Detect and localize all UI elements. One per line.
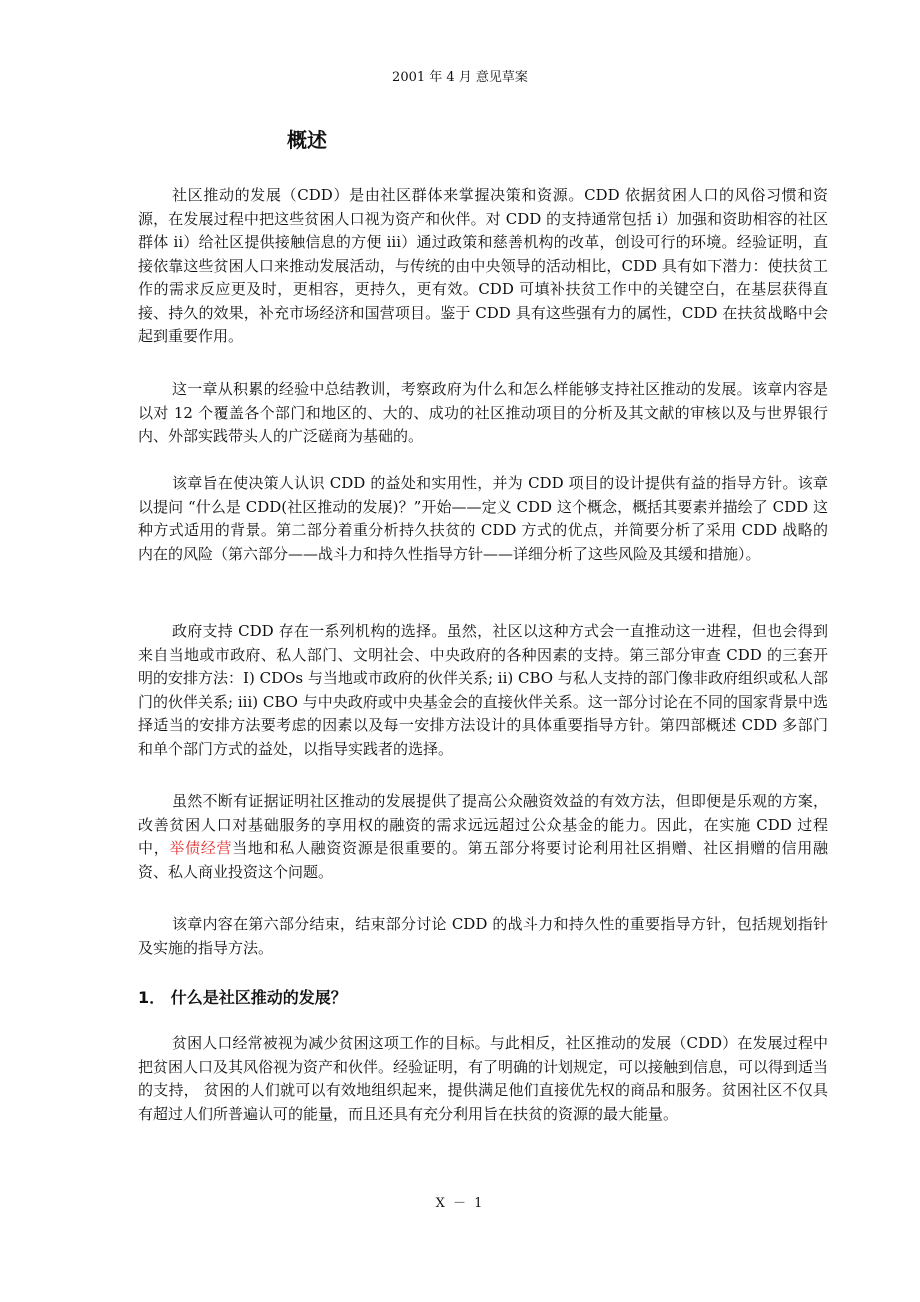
page-title: 概述 bbox=[287, 128, 327, 152]
paragraph-conclusion: 该章内容在第六部分结束，结束部分讨论 CDD 的战斗力和持久性的重要指导方针，包括规划指针及实施的指导方法。 bbox=[138, 915, 828, 957]
financing-text-after: 当地和私人融资资源是很重要的。第五部分将要讨论利用社区捐赠、社区捐赠的信用融资、私人商业投资这个问题。 bbox=[138, 839, 828, 881]
page-number: X － 1 bbox=[435, 1196, 485, 1211]
paragraph-financing bbox=[138, 790, 828, 884]
paragraph-intro: 社区推动的发展（CDD）是由社区群体来掌握决策和资源。CDD 依据贫困人口的风俗习惯和资源，在发展过程中把这些贫困人口视为资产和伙伴。对 CDD 的支持通常包括 i）加强和资助相容的社区群体 ii）给社区提供接触信息的方便 iii）通过政策和慈善机构的改革，创设可行的环境。经验证明，直接依靠这些贫困人口来推动发展活动，与传统的由中央领导的活动相比，CDD 具有如下潜力：使扶贫工作的需求反应更及时，更相容，更持久，更有效。CDD 可填补扶贫工作中的关键空白，在基层获得直接、持久的效果，补充市场经济和国营项目。鉴于 CDD 具有这些强有力的属性，CDD 在扶贫战略中会起到重要作用。 bbox=[138, 186, 828, 345]
paragraph-government-support: 政府支持 CDD 存在一系列机构的选择。虽然，社区以这种方式会一直推动这一进程，但也会得到来自当地或市政府、私人部门、文明社会、中央政府的各种因素的支持。第三部分审查 CDD 的三套开明的安排方法：I) CDOs 与当地或市政府的伙伴关系; ii) CBO 与私人支持的部门像非政府组织或私人部门的伙伴关系; iii) CBO 与中央政府或中央基金会的直接伙伴关系。这一部分讨论在不同的国家背景中选择适当的安排方法要考虑的因素以及每一安排方法设计的具体重要指导方针。第四部概述 CDD 多部门和单个部门方式的益处，以指导实践者的选择。 bbox=[138, 622, 828, 758]
page-header: 2001 年 4 月 意见草案 bbox=[392, 70, 528, 85]
section-1-heading: 1． 什么是社区推动的发展？ bbox=[138, 988, 347, 1007]
paragraph-chapter-aim: 该章旨在使决策人认识 CDD 的益处和实用性，并为 CDD 项目的设计提供有益的指导方针。该章以提问 “什么是 CDD(社区推动的发展)？”开始——定义 CDD 这个概念，概括其要素并描绘了 CDD 这种方式适用的背景。第二部分着重分析持久扶贫的 CDD 方式的优点，并简要分析了采用 CDD 战略的内在的风险（第六部分——战斗力和持久性指导方针——详细分析了这些风险及其缓和措施）。 bbox=[138, 474, 828, 563]
paragraph-chapter-scope: 这一章从积累的经验中总结教训，考察政府为什么和怎么样能够支持社区推动的发展。该章内容是以对 12 个覆盖各个部门和地区的、大的、成功的社区推动项目的分析及其文献的审核以及与世界银行内、外部实践带头人的广泛磋商为基础的。 bbox=[138, 380, 828, 445]
financing-text-before: 虽然不断有证据证明社区推动的发展提供了提高公众融资效益的有效方法，但即便是乐观的方案，改善贫困人口对基础服务的享用权的融资的需求远远超过公众基金的能力。因此，在实施 CDD 过程中， bbox=[138, 792, 828, 857]
section-1-paragraph: 贫困人口经常被视为减少贫困这项工作的目标。与此相反，社区推动的发展（CDD）在发展过程中把贫困人口及其风俗视为资产和伙伴。经验证明，有了明确的计划规定，可以接触到信息，可以得到适当的支持， 贫困的人们就可以有效地组织起来，提供满足他们直接优先权的商品和服务。贫困社区不仅具有超过人们所普遍认可的能量，而且还具有充分利用旨在扶贫的资源的最大能量。 bbox=[138, 1034, 829, 1123]
highlight-leverage-text: 举债经营 bbox=[169, 839, 233, 857]
